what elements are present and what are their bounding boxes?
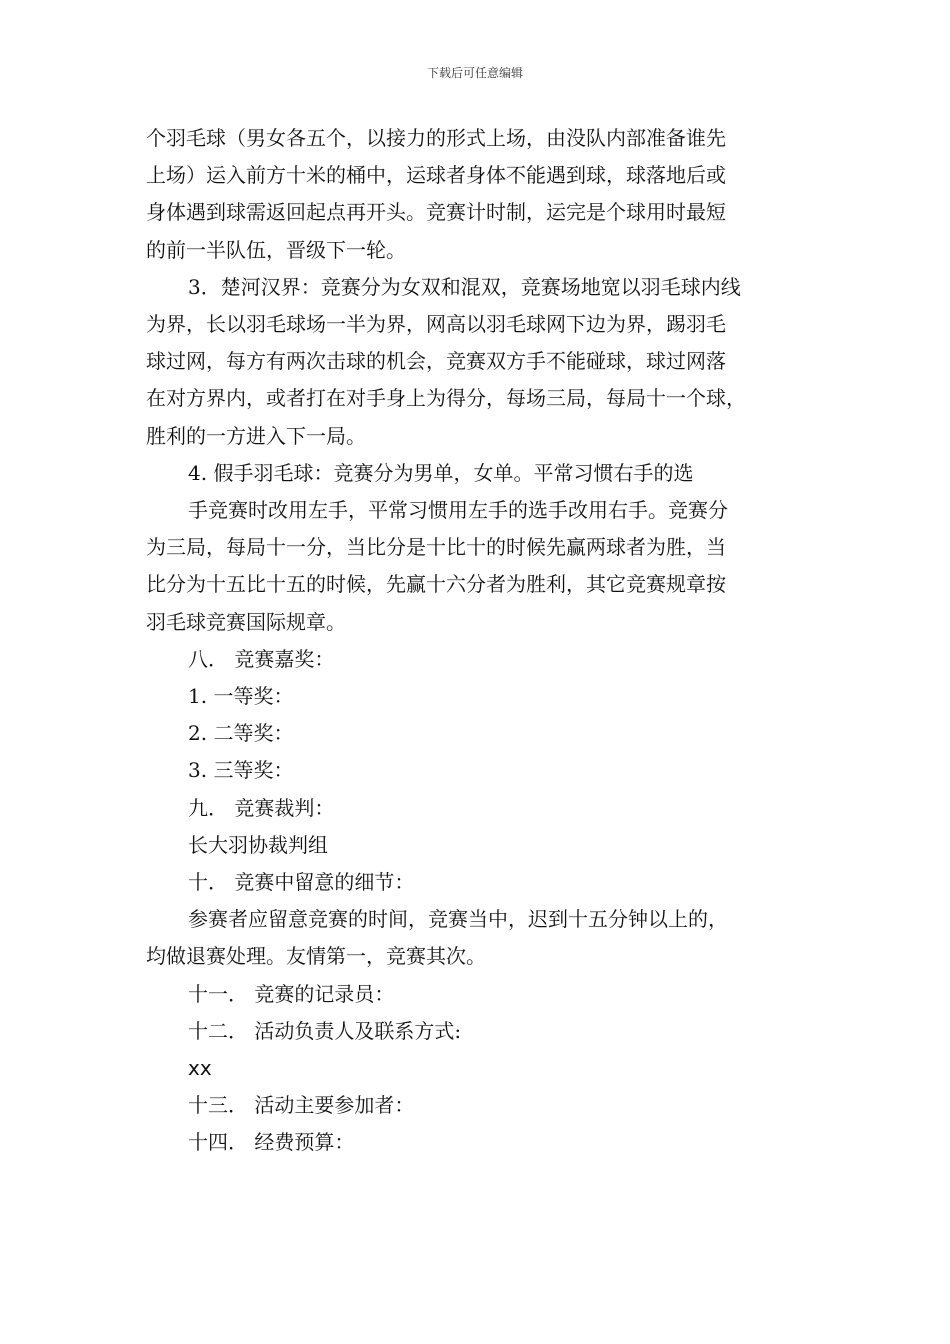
text-line: 均做退赛处理。友情第一，竞赛其次。 <box>146 944 486 969</box>
text-line: 3．楚河汉界：竞赛分为女双和混双，竞赛场地宽以羽毛球内线 <box>188 274 741 299</box>
section-heading: 十四． 经费预算： <box>188 1130 355 1155</box>
text-line: 胜利的一方进入下一局。 <box>146 423 366 448</box>
section-heading: 十二． 活动负责人及联系方式: <box>188 1018 462 1043</box>
contact-placeholder: xx <box>188 1056 212 1081</box>
list-item: 1. 一等奖： <box>188 684 294 709</box>
text-line: 球过网，每方有两次击球的机会，竞赛双方手不能碰球，球过网落 <box>146 349 726 374</box>
text-line: 个羽毛球（男女各五个，以接力的形式上场，由没队内部准备谁先 <box>146 126 726 150</box>
section-heading: 九． 竞赛裁判： <box>188 795 335 820</box>
text-line: 参赛者应留意竞赛的时间，竞赛当中，迟到十五分钟以上的， <box>188 907 728 932</box>
text-line: 比分为十五比十五的时候，先赢十六分者为胜利，其它竞赛规章按 <box>146 572 726 597</box>
section-heading: 八． 竞赛嘉奖： <box>188 646 335 671</box>
text-line: 在对方界内，或者打在对手身上为得分，每场三局，每局十一个球， <box>146 386 746 411</box>
section-heading: 十． 竞赛中留意的细节： <box>188 870 415 895</box>
text-line: 为界，长以羽毛球场一半为界，网高以羽毛球网下边为界，踢羽毛 <box>146 312 726 337</box>
list-item: 3. 三等奖： <box>188 758 294 783</box>
text-line: 的前一半队伍，晋级下一轮。 <box>146 237 406 262</box>
page-header-note: 下载后可任意编辑 <box>426 66 523 80</box>
section-heading: 十三． 活动主要参加者： <box>188 1093 415 1118</box>
text-line: 上场）运入前方十米的桶中，运球者身体不能遇到球，球落地后或 <box>146 163 726 188</box>
text-line: 手竞赛时改用左手，平常习惯用左手的选手改用右手。竞赛分 <box>188 498 728 523</box>
text-line: 为三局，每局十一分，当比分是十比十的时候先赢两球者为胜，当 <box>146 535 726 560</box>
list-item: 2. 二等奖： <box>188 721 294 746</box>
document-body <box>146 120 826 1162</box>
text-line: 羽毛球竞赛国际规章。 <box>146 609 346 634</box>
section-heading: 十一． 竞赛的记录员： <box>188 981 395 1006</box>
text-line: 4. 假手羽毛球：竞赛分为男单，女单。平常习惯右手的选 <box>188 460 694 485</box>
text-line: 身体遇到球需返回起点再开头。竞赛计时制，运完是个球用时最短 <box>146 200 726 225</box>
text-line: 长大羽协裁判组 <box>188 832 328 857</box>
